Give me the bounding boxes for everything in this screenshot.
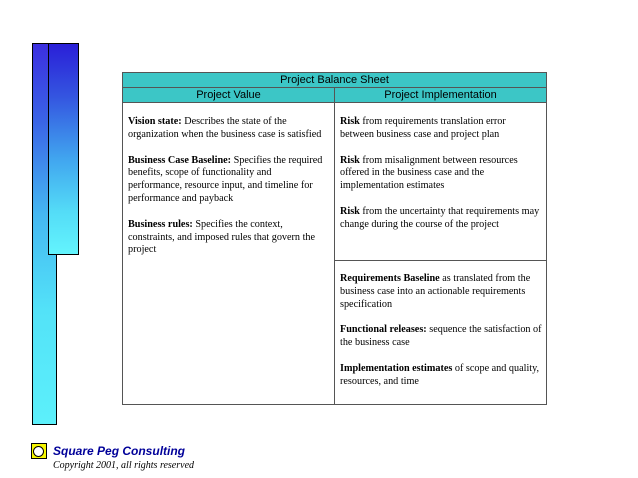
- risk-cell: [340, 116, 542, 245]
- square-peg-logo-icon: [31, 443, 47, 459]
- risk-item-text: from requirements translation error between business case and project plan: [340, 116, 506, 140]
- implementation-item: [340, 324, 542, 350]
- implementation-item-text: as translated from the business case into an actionable requirements specification: [340, 273, 531, 310]
- implementation-item: [340, 273, 542, 311]
- value-item: [128, 116, 326, 142]
- risk-item: [340, 206, 542, 232]
- project-value-cell: [128, 116, 326, 270]
- risk-item-term: Risk: [340, 205, 360, 217]
- implementation-item-term: Requirements Baseline: [340, 273, 440, 284]
- row-divider: [335, 260, 546, 261]
- value-item-text: Describes the state of the organization when the business case is satisfied: [128, 116, 322, 140]
- decorative-bar-front: [48, 43, 79, 255]
- value-item-text: Specifies the context, constraints, and imposed rules that govern the project: [128, 218, 316, 256]
- risk-item-text: from misalignment between resources offered in the business case and the implementation estimates: [340, 154, 518, 192]
- implementation-item-term: Implementation estimates: [340, 362, 453, 374]
- risk-item: [340, 116, 542, 142]
- round-peg-icon: [33, 446, 44, 457]
- risk-item-text: from the uncertainty that requirements may change during the course of the project: [340, 205, 540, 230]
- company-name: Square Peg Consulting: [53, 444, 186, 458]
- column-header-row: [123, 88, 546, 103]
- copyright-notice: Copyright 2001, all rights reserved: [53, 460, 195, 471]
- risk-item-term: Risk: [340, 154, 360, 166]
- column-header-project-implementation: Project Implementation: [384, 89, 497, 101]
- implementation-item: [340, 363, 542, 389]
- implementation-item-text: of scope and quality, resources, and time: [340, 362, 540, 387]
- table-title: Project Balance Sheet: [123, 73, 546, 88]
- value-item: [128, 155, 326, 206]
- implementation-item-term: Functional releases:: [340, 324, 427, 336]
- value-item-term: Business Case Baseline:: [128, 154, 232, 166]
- project-balance-sheet-table: [122, 72, 547, 405]
- value-item-term: Vision state:: [128, 116, 182, 127]
- column-divider: [334, 103, 335, 404]
- value-item-term: Business rules:: [128, 218, 193, 230]
- implementation-item-text: sequence the satisfaction of the business case: [340, 324, 542, 349]
- risk-item-term: Risk: [340, 116, 360, 127]
- column-header-project-value: Project Value: [123, 88, 335, 102]
- risk-item: [340, 155, 542, 193]
- implementation-cell: [340, 273, 542, 402]
- value-item: [128, 219, 326, 257]
- value-item-text: Specifies the required benefits, scope of functionality and performance, resource input, and timeline for performance and payback: [128, 154, 323, 204]
